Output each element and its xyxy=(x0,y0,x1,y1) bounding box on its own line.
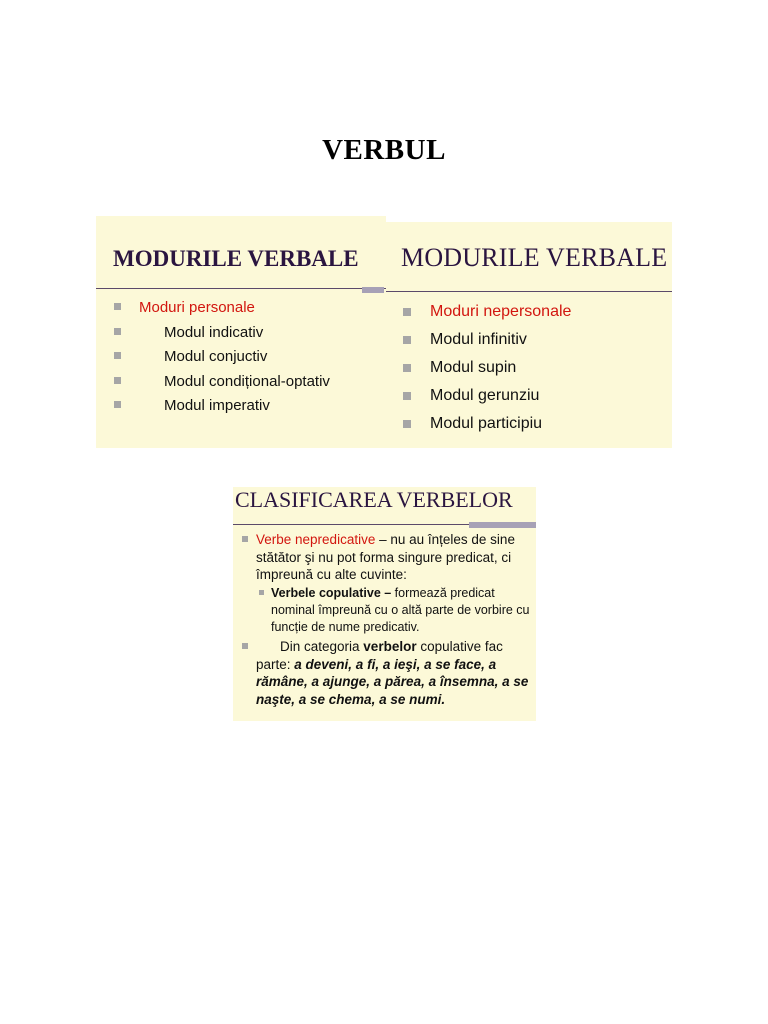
list-item xyxy=(403,413,571,441)
term-bold: verbelor xyxy=(363,639,417,654)
square-bullet-icon xyxy=(403,392,411,400)
square-bullet-icon xyxy=(259,590,264,595)
list-item-text: Moduri personale xyxy=(139,299,255,316)
square-bullet-icon xyxy=(114,352,121,359)
list-item-text: Modul conjuctiv xyxy=(164,348,268,365)
bullet-verbe-nepredicative xyxy=(242,531,536,584)
list-item-text: Modul imperativ xyxy=(164,397,270,414)
divider-accent xyxy=(469,522,536,528)
list-item xyxy=(403,329,571,357)
bullet-categoria-copulative xyxy=(242,638,536,708)
square-bullet-icon xyxy=(403,308,411,316)
square-bullet-icon xyxy=(114,401,121,408)
title-divider xyxy=(96,288,386,289)
bullet-text xyxy=(256,638,536,708)
list-item-text: Modul infinitiv xyxy=(430,331,527,348)
square-bullet-icon xyxy=(403,420,411,428)
list-item-text: Modul supin xyxy=(430,359,517,376)
bullet-list xyxy=(114,298,330,421)
square-bullet-icon xyxy=(114,328,121,335)
list-item xyxy=(114,396,330,421)
slide-moduri-nepersonale xyxy=(386,222,672,448)
lead-text: Din categoria xyxy=(280,639,364,654)
square-bullet-icon xyxy=(114,303,121,310)
list-item xyxy=(114,298,330,323)
list-item-text: Modul indicativ xyxy=(164,323,264,341)
slide-clasificarea-verbelor xyxy=(233,487,536,721)
term-highlight: Verbe nepredicative xyxy=(256,532,376,547)
square-bullet-icon xyxy=(242,536,248,542)
list-item-text: Modul condițional-optativ xyxy=(164,372,330,390)
definition-text: nu au înțeles de sine stătător şi nu pot forma singure predicat, ci împreună cu alte cuvinte: xyxy=(256,532,515,582)
sub-bullet-verbe-copulative xyxy=(259,585,536,636)
document-title: VERBUL xyxy=(322,134,446,166)
divider-accent xyxy=(362,287,384,293)
list-item xyxy=(403,357,571,385)
list-item xyxy=(114,372,330,397)
slide-moduri-personale xyxy=(96,216,386,448)
bullet-text xyxy=(271,585,536,636)
list-item-text: Modul gerunziu xyxy=(430,387,540,404)
slide-title: MODURILE VERBALE xyxy=(401,243,668,272)
examples-text: a deveni, a fi, a ieşi, a se face, a rămâne, a ajunge, a părea, a însemna, a se naşte, a se chema, a se numi. xyxy=(256,656,529,707)
list-item xyxy=(403,301,571,329)
bullet-list xyxy=(403,301,571,441)
square-bullet-icon xyxy=(242,643,248,649)
dash: – xyxy=(375,532,391,547)
list-item xyxy=(403,385,571,413)
list-item-text: Modul participiu xyxy=(430,415,543,432)
mid-text: copulative fac parte: xyxy=(256,639,503,672)
list-item xyxy=(114,347,330,372)
definition-text: formează predicat nominal împreună cu o altă parte de vorbire cu funcție de nume predicativ. xyxy=(271,586,530,634)
title-divider xyxy=(386,291,672,292)
list-item-text: Moduri nepersonale xyxy=(430,303,572,320)
slide-title: CLASIFICAREA VERBELOR xyxy=(235,487,513,512)
bullet-text xyxy=(256,531,536,584)
slide-title: MODURILE VERBALE xyxy=(113,246,359,271)
square-bullet-icon xyxy=(114,377,121,384)
list-item xyxy=(114,323,330,348)
term-bold: Verbele copulative – xyxy=(271,586,392,600)
square-bullet-icon xyxy=(403,364,411,372)
square-bullet-icon xyxy=(403,336,411,344)
